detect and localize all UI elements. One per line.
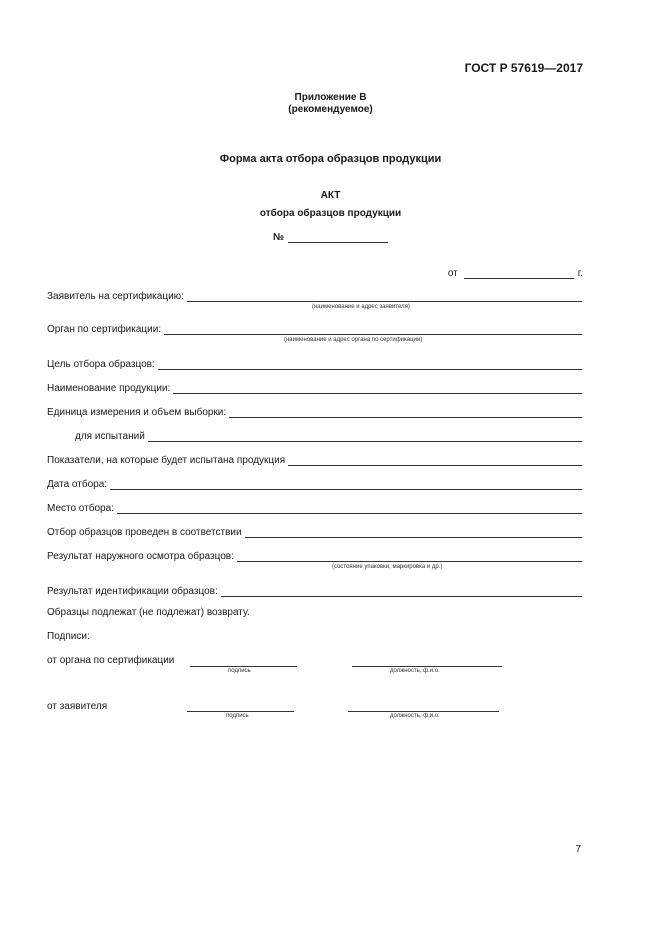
body-position-hint: должность, ф.и.о. [390, 668, 440, 674]
identification-label: Результат идентификации образцов: [47, 586, 218, 597]
date-blank[interactable] [464, 266, 574, 279]
date-from-label: от [447, 268, 458, 279]
certification-body-hint: (наименование и адрес органа по сертификации) [284, 337, 423, 343]
product-blank[interactable] [173, 381, 582, 394]
inspection-row [47, 549, 582, 562]
applicant-signature-label: от заявителя [47, 701, 108, 712]
purpose-label: Цель отбора образцов: [47, 359, 155, 370]
applicant-signature-hint: подпись [226, 713, 249, 719]
unit-cont-label: для испытаний [75, 431, 145, 442]
conformity-row [47, 525, 582, 538]
indicators-blank[interactable] [288, 453, 582, 466]
purpose-blank[interactable] [158, 357, 582, 370]
applicant-position-hint: должность, ф.и.о. [390, 713, 440, 719]
date-row [47, 477, 582, 490]
date-year-label: г. [577, 268, 583, 279]
certification-body-row [47, 322, 582, 335]
unit-blank[interactable] [229, 405, 582, 418]
standard-number: ГОСТ Р 57619—2017 [464, 61, 583, 75]
place-blank[interactable] [117, 501, 582, 514]
appendix-title: Приложение В [294, 92, 367, 103]
applicant-blank[interactable] [187, 289, 582, 302]
body-signature-blank[interactable] [190, 665, 297, 667]
identification-blank[interactable] [221, 584, 582, 597]
inspection-blank[interactable] [237, 549, 582, 562]
sampling-date-blank[interactable] [110, 477, 582, 490]
applicant-hint: (наименование и адрес заявителя) [312, 304, 410, 310]
product-row [47, 381, 582, 394]
conformity-label: Отбор образцов проведен в соответствии [47, 527, 242, 538]
form-title: Форма акта отбора образцов продукции [219, 153, 442, 165]
purpose-row [47, 357, 582, 370]
unit-cont-blank[interactable] [148, 429, 582, 442]
act-title: АКТ [320, 190, 341, 201]
applicant-position-blank[interactable] [348, 710, 499, 712]
unit-cont-row [75, 429, 582, 442]
product-label: Наименование продукции: [47, 383, 171, 394]
body-signature-hint: подпись [228, 668, 251, 674]
act-date-line [448, 266, 583, 279]
unit-row [47, 405, 582, 418]
applicant-row [47, 289, 582, 302]
act-subtitle: отбора образцов продукции [259, 208, 402, 219]
signatures-heading: Подписи: [47, 631, 90, 642]
unit-label: Единица измерения и объем выборки: [47, 407, 227, 418]
place-label: Место отбора: [47, 503, 114, 514]
appendix-type: (рекомендуемое) [288, 104, 373, 115]
number-blank[interactable] [288, 230, 388, 243]
return-text: Образцы подлежат (не подлежат) возврату. [47, 607, 250, 618]
applicant-signature-blank[interactable] [187, 710, 294, 712]
indicators-label: Показатели, на которые будет испытана продукция [47, 455, 286, 466]
indicators-row [47, 453, 582, 466]
conformity-blank[interactable] [245, 525, 582, 538]
inspection-label: Результат наружного осмотра образцов: [47, 551, 234, 562]
number-label: № [272, 232, 285, 243]
body-position-blank[interactable] [352, 665, 502, 667]
certification-body-blank[interactable] [164, 322, 582, 335]
inspection-hint: (состояние упаковки, маркировка и др.) [332, 564, 443, 570]
place-row [47, 501, 582, 514]
sampling-date-label: Дата отбора: [47, 479, 108, 490]
applicant-label: Заявитель на сертификацию: [47, 291, 184, 302]
certification-body-label: Орган по сертификации: [47, 324, 162, 335]
page-number: 7 [575, 844, 581, 855]
identification-row [47, 584, 582, 597]
act-number-line [0, 230, 661, 243]
body-signature-label: от органа по сертификации [47, 655, 175, 666]
